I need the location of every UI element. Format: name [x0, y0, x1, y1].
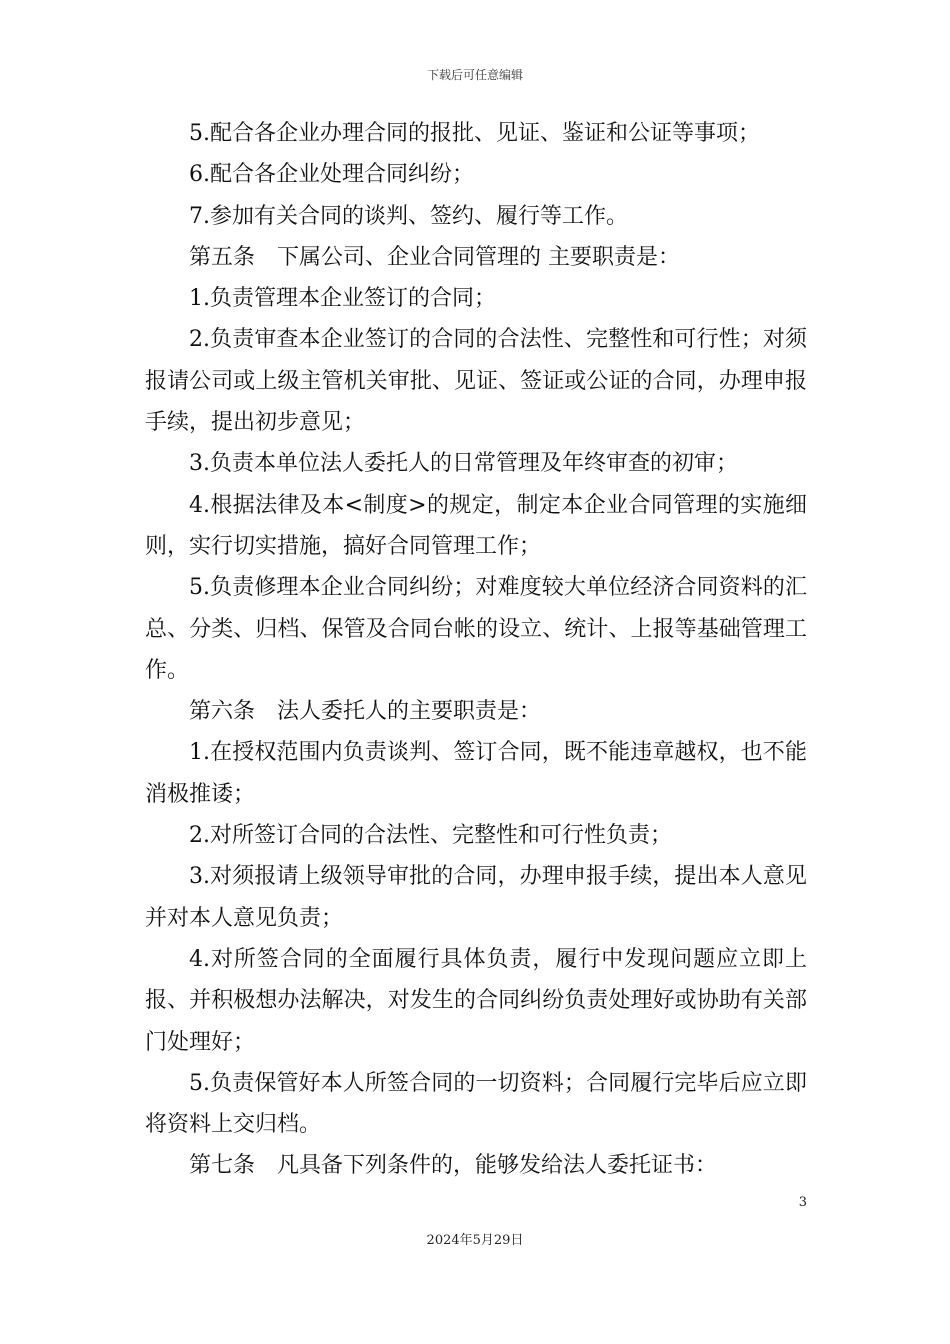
article-heading: 第五条 下属公司、企业合同管理的 主要职责是：: [189, 244, 680, 270]
paragraph: 3.负责本单位法人委托人的日常管理及年终审查的初审；: [189, 451, 738, 477]
document-body: [145, 113, 807, 1187]
page-number: 3: [798, 1195, 807, 1210]
page-header: 下载后可任意编辑: [426, 68, 523, 82]
paragraph: 2.对所签订合同的合法性、完整性和可行性负责；: [189, 823, 672, 849]
paragraph: 4.对所签合同的全面履行具体负责，履行中发现问题应立即上报、并积极想办法解决，对发生的合同纠纷负责处理好或协助有关部门处理好；: [145, 946, 807, 1055]
article-heading: 第六条 法人委托人的主要职责是：: [189, 699, 542, 725]
paragraph: 3.对须报请上级领导审批的合同，办理申报手续，提出本人意见并对本人意见负责；: [145, 864, 807, 931]
paragraph: 1.在授权范围内负责谈判、签订合同，既不能违章越权，也不能消极推诿；: [145, 740, 807, 807]
paragraph: 4.根据法律及本<制度>的规定，制定本企业合同管理的实施细则，实行切实措施，搞好合同管理工作；: [145, 492, 807, 559]
paragraph: 5.配合各企业办理合同的报批、见证、鉴证和公证等事项；: [189, 121, 760, 146]
paragraph: 7.参加有关合同的谈判、签约、履行等工作。: [189, 203, 628, 229]
paragraph: 2.负责审查本企业签订的合同的合法性、完整性和可行性；对须报请公司或上级主管机关审批、见证、签证或公证的合同，办理申报手续，提出初步意见；: [145, 327, 807, 436]
paragraph: 6.配合各企业处理合同纠纷；: [189, 162, 474, 188]
paragraph: 5.负责保管好本人所签合同的一切资料；合同履行完毕后应立即将资料上交归档。: [145, 1070, 807, 1138]
paragraph: 5.负责修理本企业合同纠纷；对难度较大单位经济合同资料的汇总、分类、归档、保管及合同台帐的设立、统计、上报等基础管理工作。: [145, 575, 807, 683]
paragraph: 1.负责管理本企业签订的合同；: [189, 286, 496, 312]
article-heading: 第七条 凡具备下列条件的，能够发给法人委托证书：: [189, 1153, 718, 1179]
page-footer-date: 2024年5月29日: [426, 1233, 524, 1248]
